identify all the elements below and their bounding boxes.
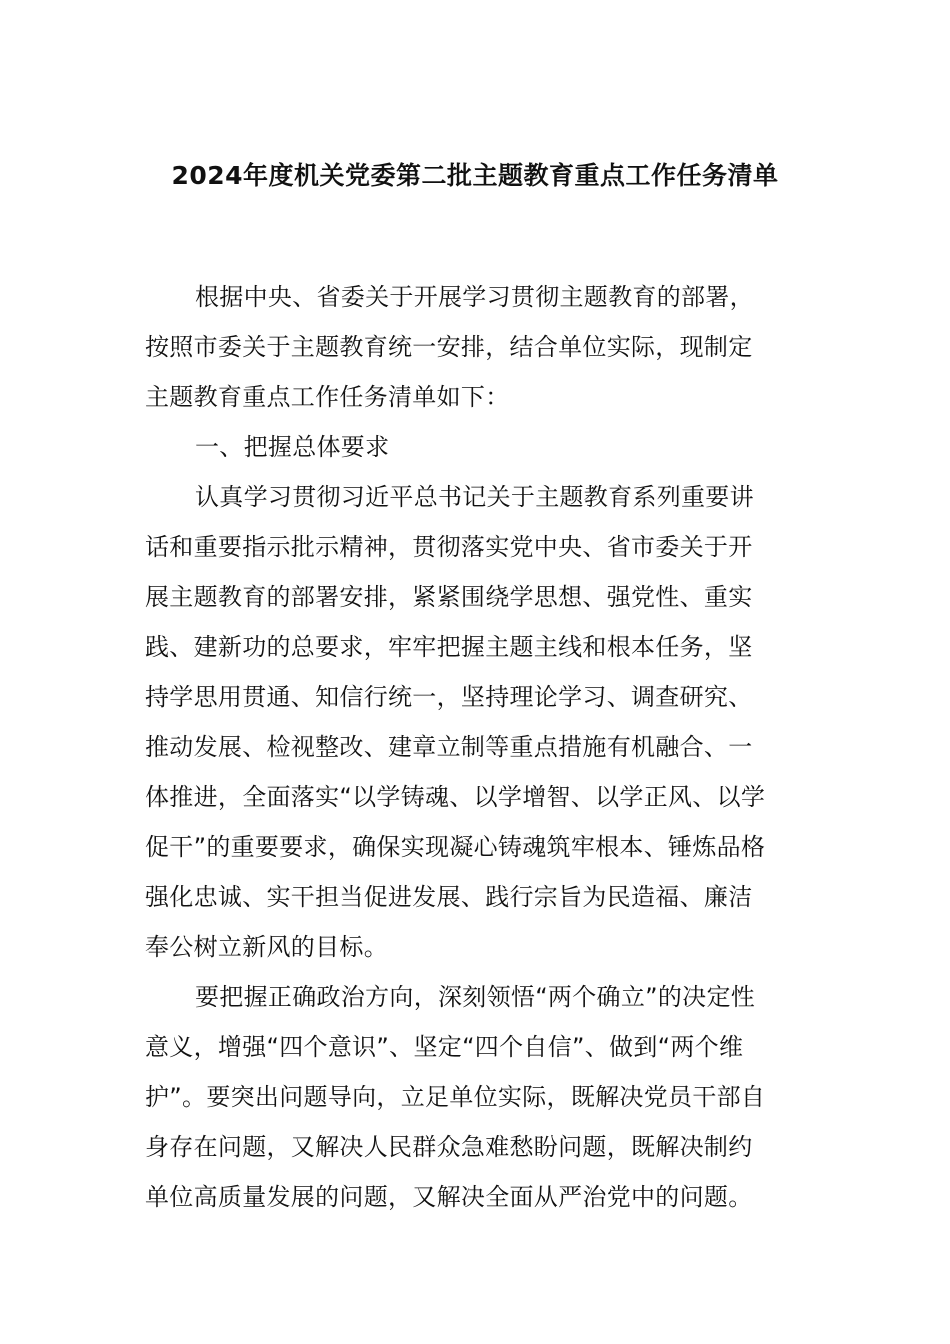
paragraph2-line: 护”。要突出问题导向，立足单位实际，既解决党员干部自 [145, 1083, 766, 1111]
paragraph1-line: 展主题教育的部署安排，紧紧围绕学思想、强党性、重实 [145, 583, 753, 611]
intro-line: 根据中央、省委关于开展学习贯彻主题教育的部署， [195, 283, 754, 311]
paragraph1-line: 推动发展、检视整改、建章立制等重点措施有机融合、一 [145, 733, 753, 761]
paragraph1-line: 践、建新功的总要求，牢牢把握主题主线和根本任务，坚 [145, 633, 753, 661]
intro-line: 主题教育重点工作任务清单如下： [145, 383, 510, 411]
intro-line: 按照市委关于主题教育统一安排，结合单位实际，现制定 [145, 333, 753, 361]
paragraph2-line: 身存在问题，又解决人民群众急难愁盼问题，既解决制约 [145, 1133, 753, 1161]
paragraph2-line: 意义，增强“四个意识”、坚定“四个自信”、做到“两个维 [145, 1033, 744, 1061]
document-title: 2024年度机关党委第二批主题教育重点工作任务清单 [171, 161, 779, 190]
paragraph2-line: 单位高质量发展的问题，又解决全面从严治党中的问题。 [145, 1183, 753, 1211]
paragraph1-line: 促干”的重要要求，确保实现凝心铸魂筑牢根本、锤炼品格 [145, 833, 766, 861]
paragraph1-line: 奉公树立新风的目标。 [145, 933, 388, 961]
paragraph1-line: 持学思用贯通、知信行统一，坚持理论学习、调查研究、 [145, 683, 753, 711]
section-heading: 一、把握总体要求 [195, 433, 390, 461]
paragraph2-line: 要把握正确政治方向，深刻领悟“两个确立”的决定性 [195, 983, 756, 1011]
paragraph1-line: 认真学习贯彻习近平总书记关于主题教育系列重要讲 [195, 483, 754, 511]
paragraph1-line: 强化忠诚、实干担当促进发展、践行宗旨为民造福、廉洁 [145, 883, 753, 911]
paragraph1-line: 体推进，全面落实“以学铸魂、以学增智、以学正风、以学 [145, 783, 766, 811]
paragraph1-line: 话和重要指示批示精神，贯彻落实党中央、省市委关于开 [145, 533, 753, 561]
document-body [145, 272, 810, 1222]
